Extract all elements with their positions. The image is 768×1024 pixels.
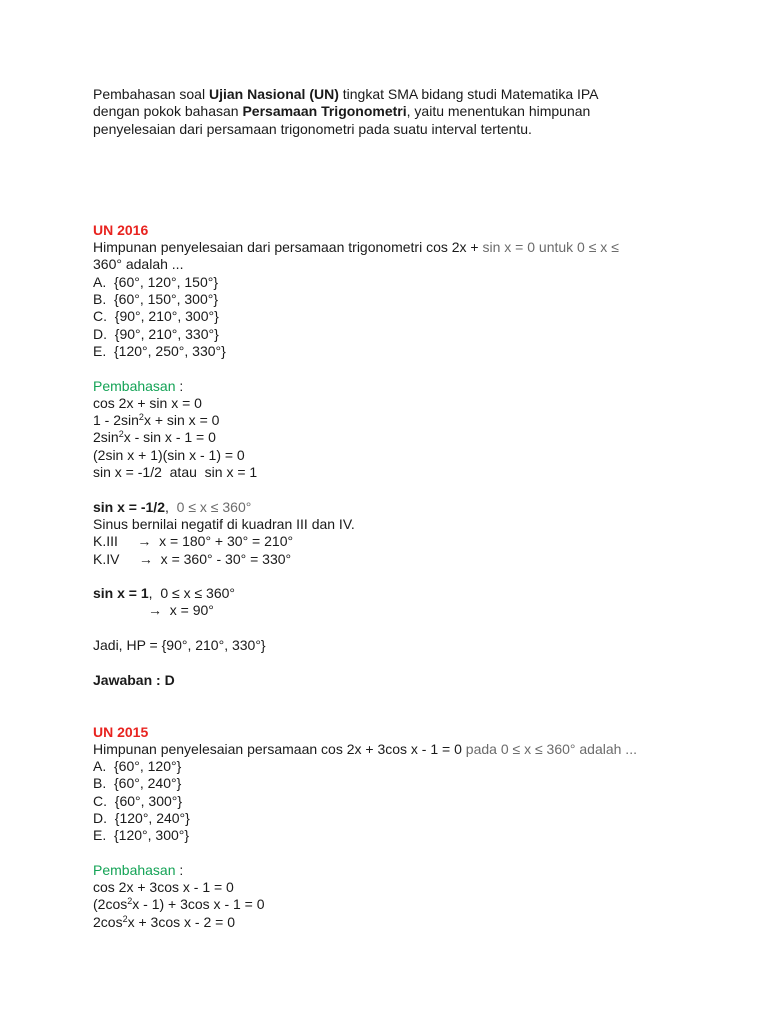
option-e: E. {120°, 300°} [93,827,190,844]
document-page [93,86,713,931]
option-c: C. {90°, 210°, 300°} [93,308,219,325]
option-b: B. {60°, 150°, 300°} [93,291,219,308]
question-text: 360° adalah ... [93,256,184,273]
pembahasan-label: Pembahasan : [93,377,184,394]
solution-step: $1 - 2\sin^2x + \sin x = 0$ [93,412,220,429]
option-d: D. {90°, 210°, 330°} [93,325,219,342]
solution-step: $2\cos^2x + 3\cos$ x - 2 = 0 [93,913,235,930]
solution-step: $2\sin^2x - \sin x - 1 = 0$ [93,429,216,446]
answer: Jawaban : D [93,671,175,688]
intro-text: penyelesaian dari persamaan trigonometri pada suatu interval tertentu. [93,120,532,137]
question-text: Himpunan penyelesaian dari persamaan trigonometri cos 2x + sin x = 0 untuk 0 ≤ x ≤ [93,239,619,256]
option-d: D. {120°, 240°} [93,809,190,826]
section-heading: UN 2015 [93,723,149,740]
pembahasan-label: Pembahasan : [93,861,184,878]
case-text: Sinus bernilai negatif di kuadran III dan IV. [93,515,355,532]
option-c: C. {60°, 300°} [93,792,183,809]
section-un2016 [93,222,713,689]
intro-paragraph [93,86,713,138]
solution-step: (2sin x + 1)(sin x - 1) = 0 [93,446,245,463]
intro-text: tingkat SMA bidang studi Matematika IPA [338,86,599,102]
option-e: E. {120°, 250°, 330°} [93,342,226,359]
options-list [93,274,713,360]
intro-text: Pembahasan soal [93,86,209,102]
option-a: A. {60°, 120°, 150°} [93,273,219,290]
intro-bold-un: Ujian Nasional (UN) [208,86,339,102]
solution-step: cos 2x + 3cos x - 1 = 0 [93,879,234,896]
solution-step: sin x = -1/2 atau sin x = 1 [93,464,258,481]
intro-bold-topic: Persamaan Trigonometri [242,103,407,120]
section-heading: UN 2016 [93,221,149,238]
solution-step: $(2\cos^2x - 1) + 3\cos$ x - 1 = 0 [93,896,265,913]
quadrant-line: K.IV → x = 360° - 30° = 330° [93,550,292,567]
conclusion: Jadi, HP = {90°, 210°, 330°} [93,637,266,654]
intro-text: , yaitu menentukan himpunan [406,103,591,120]
option-a: A. {60°, 120°} [93,758,182,775]
section-un2015 [93,724,713,932]
intro-text: dengan pokok bahasan [93,103,243,120]
option-b: B. {60°, 240°} [93,775,182,792]
case-heading: sin x = 1, 0 ≤ x ≤ 360° [93,585,235,602]
options-list [93,758,713,844]
solution-step: cos 2x + sin x = 0 [93,394,202,411]
quadrant-line: K.III → x = 180° + 30° = 210° [93,533,294,550]
case-result: → x = 90° [148,602,214,619]
case-heading: sin x = -1/2, 0 ≤ x ≤ 360° [93,498,252,515]
question-text: Himpunan penyelesaian persamaan cos 2x + 3cos x - 1 = 0 pada 0 ≤ x ≤ 360° adalah ... [93,740,637,757]
